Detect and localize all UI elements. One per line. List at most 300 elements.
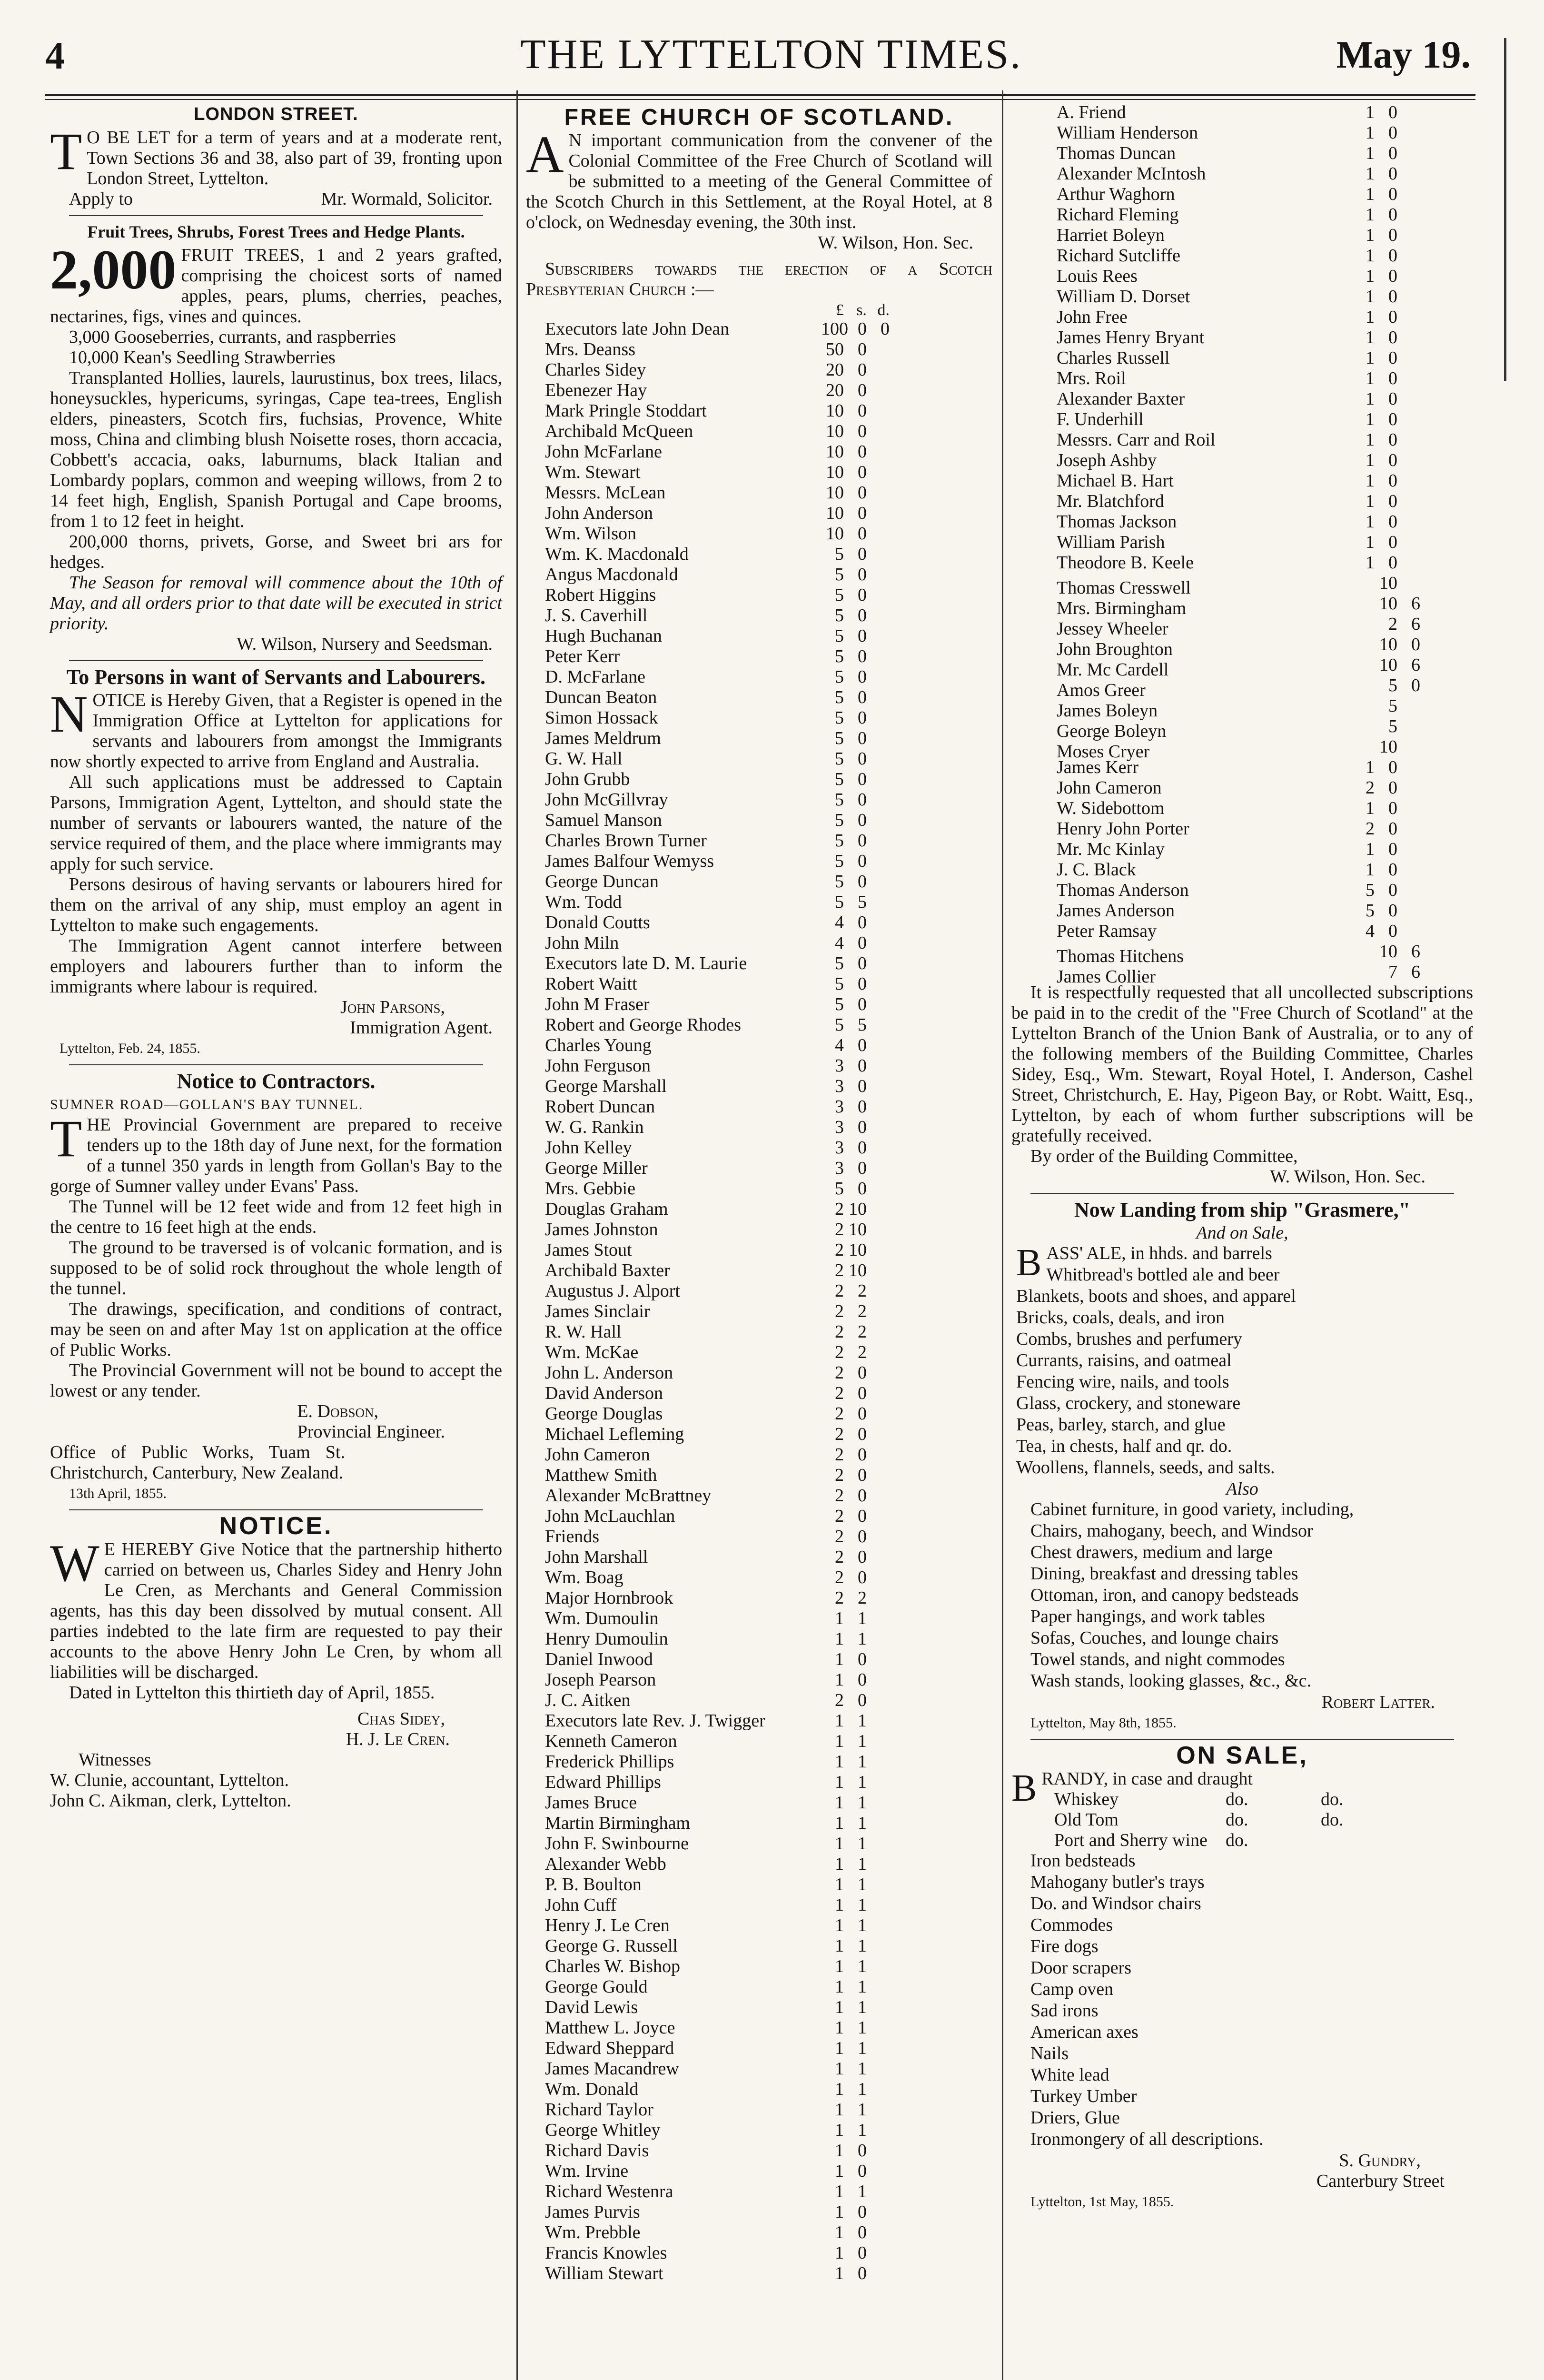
pounds: 10: [826, 421, 844, 441]
pounds: 2: [835, 1342, 844, 1362]
pence: [867, 1629, 890, 1649]
shillings: 1: [858, 1752, 867, 1772]
subscriber-row: [526, 2222, 992, 2243]
pounds: 100: [821, 319, 848, 339]
subscription-amount: [1352, 675, 1420, 696]
pence: [867, 2243, 890, 2263]
pounds: 2: [835, 1260, 844, 1280]
subscription-amount: [1352, 860, 1420, 880]
pounds: 1: [835, 1874, 844, 1894]
subscriber-row: [526, 2141, 992, 2161]
pounds: 1: [1366, 123, 1375, 143]
pence: [867, 1138, 890, 1158]
pence: [1397, 532, 1420, 553]
subscriber-row: [526, 2038, 992, 2059]
shillings: 0: [858, 687, 867, 707]
shillings: 0: [858, 1690, 867, 1710]
goods-item: Glass, crockery, and stoneware: [1016, 1393, 1241, 1413]
subscription-amount: [821, 2079, 890, 2100]
subscriber-name: Donald Coutts: [545, 912, 650, 932]
subscriber-name: John Broughton: [1057, 639, 1173, 659]
ad-heading: NOTICE.: [219, 1512, 333, 1540]
goods-item: Woollens, flannels, seeds, and salts.: [1016, 1458, 1275, 1478]
subscription-amount: [821, 1915, 890, 1936]
subscription-amount: [1352, 716, 1420, 737]
subscription-amount: [821, 421, 890, 442]
subscriber-name: James Collier: [1057, 967, 1156, 987]
subscriber-row: [526, 1056, 992, 1076]
shillings: 0: [1388, 471, 1397, 491]
subscriber-name: George Miller: [545, 1158, 648, 1178]
pence: [867, 483, 890, 503]
shillings: 0: [858, 626, 867, 646]
subscription-amount: [821, 2100, 890, 2120]
goods-list: [1011, 1851, 1473, 2151]
subscriber-name: Alexander McIntosh: [1057, 164, 1206, 184]
subscription-amount: [821, 1956, 890, 1977]
signature: Robert Latter.: [1321, 1692, 1435, 1712]
pence: [867, 872, 890, 892]
pence: 0: [1411, 635, 1420, 654]
ad-paragraph: The Season for removal will commence about the 10th of May, and all orders prior to that date will be executed in strict priority.: [50, 573, 502, 634]
pence: [867, 2018, 890, 2038]
pence: [1397, 553, 1420, 573]
subscriber-name: Executors late D. M. Laurie: [545, 953, 747, 973]
subscription-amount: [821, 1527, 890, 1547]
pence: [1397, 839, 1420, 860]
pence: [867, 1895, 890, 1915]
shillings: 0: [858, 2243, 867, 2263]
subscription-amount: [821, 2018, 890, 2038]
subscription-amount: [1352, 491, 1420, 512]
subscriber-row: [1011, 798, 1473, 819]
subscriber-row: [1011, 307, 1473, 327]
subscription-amount: [821, 1793, 890, 1813]
subscriber-name: Duncan Beaton: [545, 687, 657, 707]
shillings: 1: [858, 1874, 867, 1894]
pence: [1397, 205, 1420, 225]
pounds: 1: [1366, 368, 1375, 388]
subscription-amount: [821, 503, 890, 524]
subscriber-row: [1011, 880, 1473, 901]
pence: [1397, 491, 1420, 512]
subscriber-row: [526, 1301, 992, 1322]
subscriber-row: [526, 1567, 992, 1588]
pounds: 3: [835, 1076, 844, 1096]
subscriber-name: John Miln: [545, 933, 619, 953]
subscriber-row: [1011, 512, 1473, 532]
subscriber-row: [526, 565, 992, 585]
shillings: 0: [1388, 880, 1397, 900]
subscriber-row: [1011, 368, 1473, 389]
subscription-amount: [1352, 614, 1420, 635]
subscriber-name: Alexander McBrattney: [545, 1486, 712, 1506]
subscription-amount: [821, 2243, 890, 2263]
shillings: 10: [849, 1199, 867, 1219]
subscription-amount: [821, 1486, 890, 1506]
subscriber-row: [526, 2059, 992, 2079]
shillings: 0: [858, 360, 867, 380]
subscriber-name: Angus Macdonald: [545, 565, 678, 585]
subscription-amount: [821, 1670, 890, 1690]
pounds: 5: [835, 994, 844, 1014]
pence-header: d.: [877, 301, 890, 319]
pence: [1397, 348, 1420, 368]
pounds: 10: [826, 503, 844, 523]
subscriber-name: Executors late John Dean: [545, 319, 730, 339]
subscriber-name: John McFarlane: [545, 442, 662, 462]
pounds: 50: [826, 339, 844, 359]
ad-fruit-trees: [50, 222, 502, 654]
pounds: 1: [835, 1629, 844, 1649]
subscriber-row: [526, 1260, 992, 1281]
pounds: 5: [835, 831, 844, 851]
goods-item: Towel stands, and night commodes: [1030, 1649, 1285, 1669]
subscription-amount: [821, 1997, 890, 2018]
subscriber-row: [1011, 246, 1473, 266]
shillings: 1: [858, 1813, 867, 1833]
subscriber-row: [1011, 102, 1473, 123]
shillings: 0: [858, 503, 867, 523]
shillings: 0: [858, 1670, 867, 1690]
pounds: 2: [835, 1383, 844, 1403]
pounds: 5: [835, 892, 844, 912]
shillings: 1: [858, 2018, 867, 2038]
drop-cap: B: [1011, 1767, 1037, 1809]
ad-paragraph: The Tunnel will be 12 feet wide and from 12 feet high in the centre to 16 feet high at the ends.: [50, 1197, 502, 1237]
subscriber-name: Harriet Boleyn: [1057, 225, 1165, 245]
shillings: 1: [858, 1915, 867, 1935]
subscriber-name: James Anderson: [1057, 901, 1175, 921]
subscriber-name: Mrs. Deanss: [545, 339, 635, 359]
pence: [867, 1260, 890, 1281]
pence: [1397, 757, 1420, 778]
shillings: 0: [858, 2161, 867, 2181]
shillings: 2: [858, 1281, 867, 1301]
subscriber-row: [526, 728, 992, 749]
subscription-amount: [821, 2038, 890, 2059]
subscriber-name: Mrs. Roil: [1057, 368, 1126, 388]
pounds: [1352, 614, 1375, 635]
apply-label: Apply to: [69, 189, 133, 209]
shillings: 0: [858, 646, 867, 666]
shillings: 0: [1388, 307, 1397, 327]
shillings: 0: [858, 339, 867, 359]
subscriber-name: James Bruce: [545, 1793, 637, 1813]
shillings: 0: [858, 462, 867, 482]
pence: [1397, 307, 1420, 327]
pounds: 1: [835, 2079, 844, 2099]
pence: [867, 1015, 890, 1035]
subscriber-name: John Cameron: [545, 1445, 650, 1465]
shillings: 5: [1388, 675, 1397, 695]
subscriber-name: Francis Knowles: [545, 2243, 667, 2263]
pence: [867, 626, 890, 646]
shillings: 1: [858, 1731, 867, 1751]
pence: [867, 646, 890, 667]
subscriber-row: [526, 769, 992, 790]
pounds: 2: [835, 1690, 844, 1710]
pence: [867, 1404, 890, 1424]
subscriber-row: [526, 1588, 992, 1608]
subscription-amount: [821, 483, 890, 503]
dateline: Lyttelton, Feb. 24, 1855.: [59, 1041, 200, 1056]
pence: [867, 2263, 890, 2284]
issue-date: May 19.: [1336, 33, 1471, 76]
goods-item: American axes: [1030, 2022, 1138, 2042]
pounds: 1: [835, 1711, 844, 1731]
shillings: 0: [858, 667, 867, 687]
subscription-amount: [821, 360, 890, 380]
pence: [1397, 921, 1420, 942]
pounds: 1: [835, 1731, 844, 1751]
subscriber-row: [526, 1097, 992, 1117]
pounds: 1: [835, 1977, 844, 1997]
pence: [1397, 901, 1420, 921]
pounds: 1: [1366, 143, 1375, 163]
subscriber-name: Wm. Boag: [545, 1567, 624, 1587]
shillings: 1: [858, 2038, 867, 2058]
goods-item: White lead: [1030, 2065, 1109, 2085]
subscriber-row: [526, 1874, 992, 1895]
pence: [867, 1056, 890, 1076]
pounds: 2: [835, 1220, 844, 1240]
shillings: 0: [858, 1158, 867, 1178]
pounds: 1: [835, 1670, 844, 1690]
pence: [867, 953, 890, 974]
shillings: 1: [858, 1895, 867, 1915]
subscription-amount: [821, 585, 890, 605]
pence: [867, 1956, 890, 1977]
pence: [867, 2141, 890, 2161]
ad-paragraph: By order of the Building Committee,: [1030, 1146, 1298, 1166]
pounds: 1: [835, 2202, 844, 2222]
pounds: 5: [835, 585, 844, 605]
pence: [1397, 164, 1420, 184]
subscriber-name: James Stout: [545, 1240, 632, 1260]
pence: [867, 1220, 890, 1240]
pence: [867, 1424, 890, 1445]
subscription-amount: [1352, 512, 1420, 532]
subscription-amount: [821, 2182, 890, 2202]
shillings: 0: [858, 1445, 867, 1465]
subscriber-row: [1011, 921, 1473, 942]
subscriber-name: Wm. K. Macdonald: [545, 544, 689, 564]
shillings: 2: [1388, 614, 1397, 634]
subscriber-row: [526, 1424, 992, 1445]
subscriber-row: [1011, 553, 1473, 573]
subscription-amount: [1352, 921, 1420, 942]
subscriber-row: [526, 851, 992, 872]
goods-item: Combs, brushes and perfumery: [1016, 1329, 1242, 1349]
subscriber-name: Simon Hossack: [545, 708, 658, 728]
pounds: 2: [1366, 778, 1375, 798]
pence: [867, 524, 890, 544]
subscriber-row: [526, 1220, 992, 1240]
shillings: 0: [1388, 778, 1397, 798]
subscriber-name: Mark Pringle Stoddart: [545, 401, 707, 421]
pence: [1397, 471, 1420, 491]
subscriber-name: Richard Sutcliffe: [1057, 246, 1180, 266]
subscription-amount: [821, 2120, 890, 2141]
pounds: 1: [835, 1895, 844, 1915]
subscriber-name: Mrs. Gebbie: [545, 1179, 635, 1199]
subscription-amount: [821, 626, 890, 646]
big-number: 2,000: [50, 238, 177, 301]
pence: [867, 1097, 890, 1117]
pounds: 5: [835, 1179, 844, 1199]
shillings: 0: [1388, 491, 1397, 511]
subscription-amount: [821, 851, 890, 872]
shillings: 1: [858, 1936, 867, 1956]
pence: [867, 1035, 890, 1056]
subscriber-row: [526, 1629, 992, 1649]
pence: [867, 994, 890, 1015]
subscriber-name: Wm. Wilson: [545, 524, 636, 544]
subscription-amount: [821, 1383, 890, 1404]
pounds: 10: [826, 401, 844, 421]
masthead-rule: [45, 94, 1475, 96]
subscriber-name: William Henderson: [1057, 123, 1198, 143]
pence: [867, 1772, 890, 1793]
shillings: 0: [1388, 102, 1397, 122]
subscription-amount: [821, 1977, 890, 1997]
shillings: 0: [1388, 798, 1397, 818]
subscriber-name: Wm. Donald: [545, 2079, 639, 2099]
subscriber-row: [1011, 287, 1473, 307]
subscriber-row: [1011, 225, 1473, 246]
pence: [867, 1670, 890, 1690]
pence: [867, 1445, 890, 1465]
shillings: 0: [1388, 266, 1397, 286]
column-3: [1011, 102, 1473, 2212]
pence: [867, 1608, 890, 1629]
pounds: 1: [835, 2120, 844, 2140]
subscription-amount: [1352, 143, 1420, 164]
signature-name: H. J. Le Cren.: [346, 1729, 450, 1749]
shillings: 5: [1388, 716, 1397, 736]
spirit-form: do.: [1321, 1810, 1344, 1830]
pounds: 5: [835, 708, 844, 728]
subscriber-row: [526, 1731, 992, 1752]
subscription-amount: [821, 462, 890, 483]
shillings: 10: [849, 1260, 867, 1280]
subscriber-row: [526, 646, 992, 667]
shillings: 0: [858, 442, 867, 462]
subscriber-name: P. B. Boulton: [545, 1874, 642, 1894]
dateline: Lyttelton, 1st May, 1855.: [1030, 2194, 1174, 2210]
pounds: 4: [835, 912, 844, 932]
pounds: [1352, 696, 1375, 716]
subscription-amount: [1352, 389, 1420, 409]
goods-item: Driers, Glue: [1030, 2108, 1120, 2128]
subscription-amount: [821, 319, 890, 339]
shillings: 0: [858, 585, 867, 605]
pence: [867, 1588, 890, 1608]
subscriber-row: [526, 2120, 992, 2141]
subscription-amount: [821, 1731, 890, 1752]
ad-paragraph: N important communication from the convener of the Colonial Committee of the Free Church of Scotland will be submitted to a meeting of the General Committee of the Scotch Church in this Settlement, at the Royal Hotel, at 8 o'clock, on Wednesday evening, the 30th inst.: [526, 130, 992, 232]
subscriber-row: [526, 360, 992, 380]
subscriber-row: [526, 1895, 992, 1915]
ad-paragraph: The Provincial Government will not be bound to accept the lowest or any tender.: [50, 1360, 502, 1401]
subscriber-row: [526, 2079, 992, 2100]
goods-item: RANDY, in case and draught: [1041, 1769, 1253, 1789]
signature-name: S. Gundry,: [1339, 2151, 1421, 2171]
shillings: 0: [858, 2222, 867, 2242]
spirits-row: [1054, 1810, 1473, 1830]
subscriber-row: [526, 2202, 992, 2222]
subscriber-row: [526, 1834, 992, 1854]
pounds: 10: [826, 442, 844, 462]
subscription-amount: [821, 687, 890, 708]
subscription-amount: [821, 646, 890, 667]
pounds: [1352, 716, 1375, 737]
subscriber-row: [526, 2263, 992, 2284]
subscriber-row: [526, 1936, 992, 1956]
ad-paragraph: Persons desirous of having servants or labourers hired for them on the arrival of any ship, must employ an agent in Lyttelton to make such engagements.: [50, 874, 502, 935]
subscriber-name: George G. Russell: [545, 1936, 678, 1956]
shillings: 5: [858, 892, 867, 912]
shillings: 0: [858, 851, 867, 871]
goods-item: Tea, in chests, half and qr. do.: [1016, 1436, 1232, 1456]
pence: [867, 605, 890, 626]
subscription-amount: [821, 667, 890, 687]
pence: [1397, 716, 1420, 737]
pounds: 3: [835, 1056, 844, 1076]
subscriber-name: William D. Dorset: [1057, 287, 1190, 307]
pence: [1397, 778, 1420, 798]
goods-item: Ironmongery of all descriptions.: [1030, 2129, 1264, 2149]
subscriber-name: John F. Swinbourne: [545, 1834, 689, 1854]
shillings: 0: [858, 1363, 867, 1383]
pounds: 5: [835, 749, 844, 769]
pence: [1397, 409, 1420, 430]
subscriber-name: John Anderson: [545, 503, 653, 523]
subscriber-row: [526, 1465, 992, 1486]
masthead: [45, 24, 1497, 81]
subscriber-name: Henry Dumoulin: [545, 1629, 668, 1649]
signature-name: John Parsons,: [340, 997, 445, 1017]
pence: [867, 1977, 890, 1997]
subscription-amount: [1352, 635, 1420, 655]
subscriber-name: Richard Taylor: [545, 2100, 653, 2120]
shillings: 0: [1388, 389, 1397, 409]
pounds: 1: [1366, 307, 1375, 327]
subscriber-name: Edward Phillips: [545, 1772, 661, 1792]
subscriber-row: [1011, 573, 1473, 598]
pounds: 1: [835, 2263, 844, 2283]
pounds: 5: [835, 646, 844, 666]
pounds: 5: [1366, 880, 1375, 900]
pence: [867, 1076, 890, 1097]
pounds: 4: [835, 1035, 844, 1055]
pence: [867, 360, 890, 380]
pounds: 2: [835, 1363, 844, 1383]
subscriber-name: Wm. Dumoulin: [545, 1608, 659, 1628]
pence: [1397, 737, 1420, 757]
subscriber-row: [1011, 901, 1473, 921]
subscriber-row: [1011, 164, 1473, 184]
subscriber-row: [526, 401, 992, 421]
pounds: 2: [835, 1445, 844, 1465]
shillings: 0: [858, 994, 867, 1014]
pence: [867, 769, 890, 790]
shillings: 1: [858, 2059, 867, 2079]
pence: 6: [1411, 655, 1420, 675]
pounds: 2: [835, 1240, 844, 1260]
subscriber-name: Thomas Jackson: [1057, 512, 1177, 532]
